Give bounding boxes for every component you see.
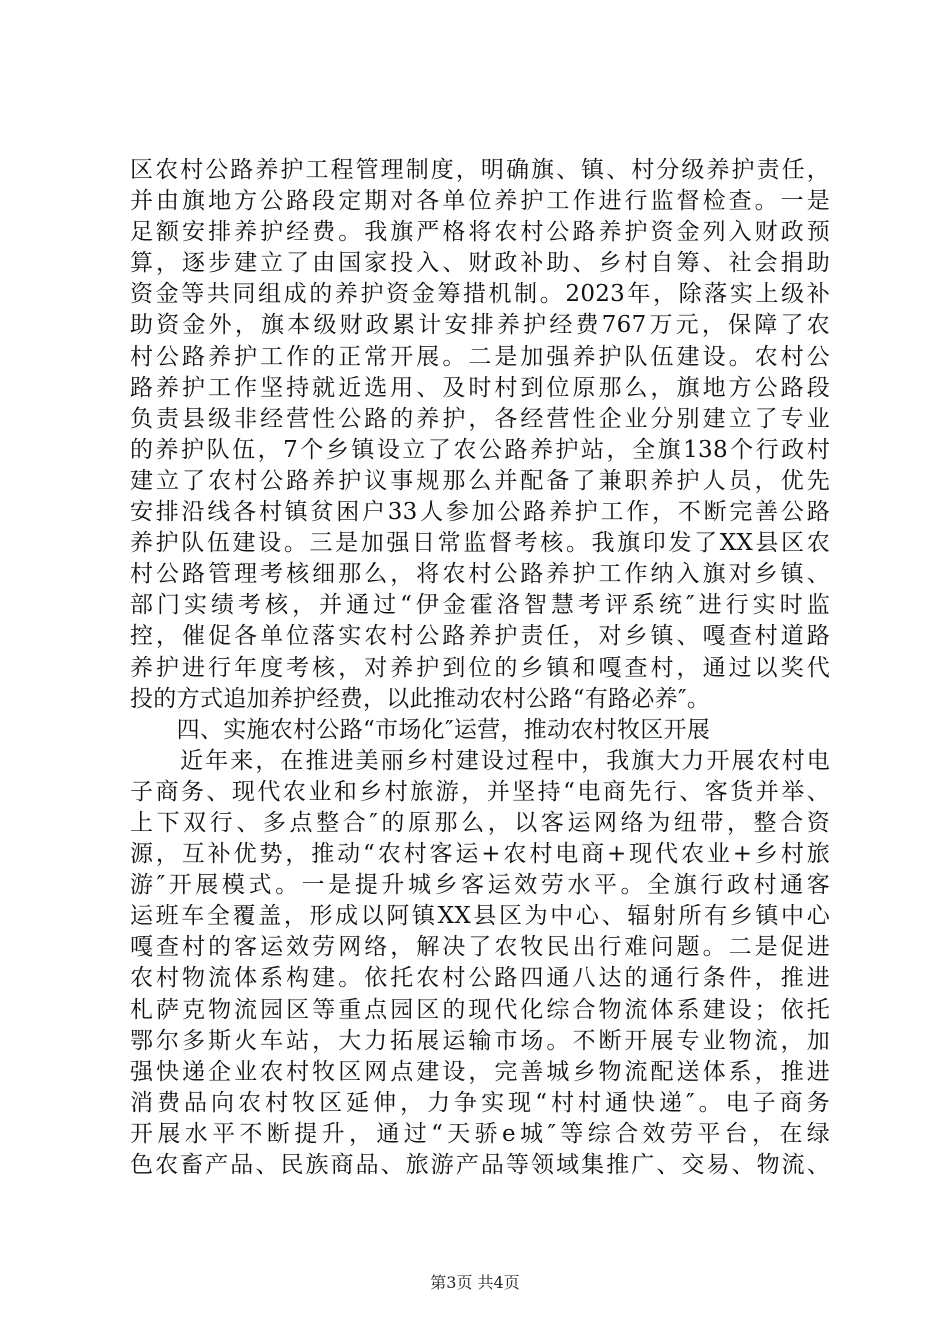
text-line: 路养护工作坚持就近选用、及时村到位原那么，旗地方公路段 (130, 374, 830, 401)
text-line: 札萨克物流园区等重点园区的现代化综合物流体系建设；依托 (130, 996, 830, 1023)
text-line: 资金等共同组成的养护资金筹措机制。2023年，除落实上级补 (130, 281, 830, 308)
text-line: 足额安排养护经费。我旗严格将农村公路养护资金列入财政预 (130, 219, 830, 246)
body-text (130, 155, 830, 1181)
text-line: 养护队伍建设。三是加强日常监督考核。我旗印发了XX县区农 (130, 530, 830, 557)
text-line: 色农畜产品、民族商品、旅游产品等领域集推广、交易、物流、 (130, 1152, 830, 1178)
text-line: 开展水平不断提升，通过“天骄e城″等综合效劳平台，在绿 (130, 1120, 830, 1147)
text-line: 负责县级非经营性公路的养护，各经营性企业分别建立了专业 (130, 405, 830, 432)
text-line: 农村物流体系构建。依托农村公路四通八达的通行条件，推进 (130, 965, 830, 992)
text-line: 区农村公路养护工程管理制度，明确旗、镇、村分级养护责任， (130, 157, 830, 183)
text-line: 建立了农村公路养护议事规那么并配备了兼职养护人员，优先 (130, 467, 830, 494)
text-line: 部门实绩考核，并通过“伊金霍洛智慧考评系统″进行实时监 (130, 592, 830, 619)
text-line: 助资金外，旗本级财政累计安排养护经费767万元，保障了农 (130, 312, 830, 339)
text-line: 鄂尔多斯火车站，大力拓展运输市场。不断开展专业物流，加 (130, 1027, 830, 1054)
text-line: 投的方式追加养护经费，以此推动农村公路“有路必养″。 (130, 685, 711, 712)
text-line: 消费品向农村牧区延伸，力争实现“村村通快递″。电子商务 (130, 1089, 830, 1116)
text-line: 游″开展模式。一是提升城乡客运效劳水平。全旗行政村通客 (130, 872, 830, 899)
text-line: 运班车全覆盖，形成以阿镇XX县区为中心、辐射所有乡镇中心 (130, 903, 830, 930)
text-line: 上下双行、多点整合″的原那么，以客运网络为纽带，整合资 (130, 809, 830, 836)
page-footer: 第3页 共4页 (430, 1273, 520, 1292)
text-line: 强快递企业农村牧区网点建设，完善城乡物流配送体系，推进 (130, 1058, 830, 1085)
text-line: 村公路养护工作的正常开展。二是加强养护队伍建设。农村公 (130, 343, 830, 370)
text-line: 并由旗地方公路段定期对各单位养护工作进行监督检查。一是 (130, 188, 830, 215)
text-line: 村公路管理考核细那么，将农村公路养护工作纳入旗对乡镇、 (130, 561, 830, 588)
text-line: 嘎查村的客运效劳网络，解决了农牧民出行难问题。二是促进 (130, 934, 830, 961)
text-line: 算，逐步建立了由国家投入、财政补助、乡村自筹、社会捐助 (130, 250, 830, 277)
text-line: 的养护队伍，7个乡镇设立了农公路养护站，全旗138个行政村 (130, 436, 830, 463)
text-line: 子商务、现代农业和乡村旅游，并坚持“电商先行、客货并举、 (130, 778, 830, 805)
text-line: 养护进行年度考核，对养护到位的乡镇和嘎查村，通过以奖代 (130, 654, 830, 681)
text-line: 源，互补优势，推动“农村客运+农村电商+现代农业+乡村旅 (130, 841, 830, 868)
text-line: 近年来，在推进美丽乡村建设过程中，我旗大力开展农村电 (130, 747, 830, 774)
text-line: 安排沿线各村镇贫困户33人参加公路养护工作，不断完善公路 (130, 499, 830, 526)
text-line: 控，催促各单位落实农村公路养护责任，对乡镇、嘎查村道路 (130, 623, 830, 650)
section-heading: 四、实施农村公路“市场化″运营，推动农村牧区开展 (130, 716, 711, 743)
